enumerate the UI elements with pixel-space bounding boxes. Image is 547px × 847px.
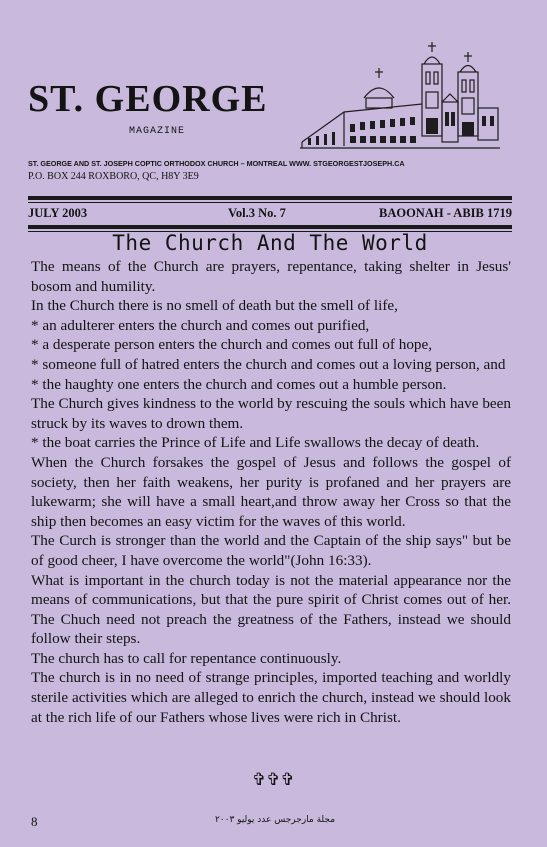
- article-paragraph: The means of the Church are prayers, repentance, taking shelter in Jesus' bosom and humility.: [31, 258, 511, 295]
- magazine-title: ST. GEORGE: [28, 78, 268, 120]
- article-paragraph: When the Church forsakes the gospel of Jesus and follows the gospel of society, then her faith weakens, her purity is profaned and her prayers are lukewarm; she will have a small heart,and throw away her Cross so that the ship then becomes an easy victim for the waves of this world.: [31, 453, 511, 530]
- article-paragraph: * a desperate person enters the church and comes out full of hope,: [31, 336, 433, 354]
- article-paragraph: * someone full of hatred enters the church and comes out a loving person, and: [31, 355, 506, 373]
- article-paragraph: The church has to call for repentance continuously.: [31, 649, 342, 667]
- bottom-divider-thick: [28, 225, 512, 229]
- coptic-months: BAOONAH - ABIB 1719: [378, 206, 512, 220]
- church-building-illustration: [300, 42, 500, 160]
- top-divider-thin: [28, 202, 512, 203]
- top-divider-thick: [28, 196, 512, 200]
- article-paragraph: In the Church there is no smell of death but the smell of life,: [31, 297, 398, 315]
- po-box-line: P.O. BOX 244 ROXBORO, QC, H8Y 3E9: [28, 171, 199, 182]
- issue-date: JULY 2003: [28, 206, 88, 220]
- page-number: 8: [31, 814, 38, 829]
- arabic-footer-caption: مجلة مارجرجس عدد يوليو ٢٠٠٣: [214, 815, 336, 825]
- article-paragraph: * the boat carries the Prince of Life and Life swallows the decay of death.: [31, 434, 480, 452]
- article-paragraph: The church is in no need of strange principles, imported teaching and worldly sterile activities which are alleged to enrich the church, instead we should look at the rich life of our Fathers whose lives were rich in Christ.: [31, 669, 511, 726]
- article-paragraph: The Church gives kindness to the world by rescuing the souls which have been struck by its waves to drown them.: [31, 395, 511, 432]
- issue-volume: Vol.3 No. 7: [228, 206, 286, 220]
- magazine-subtitle: MAGAZINE: [129, 126, 186, 137]
- article-title: The Church And The World: [112, 231, 428, 255]
- issue-info-row: [28, 206, 512, 222]
- article-body: [31, 257, 511, 727]
- article-paragraph: * an adulterer enters the church and comes out purified,: [31, 316, 370, 334]
- church-address-line: ST. GEORGE AND ST. JOSEPH COPTIC ORTHODOX CHURCH – MONTREAL WWW. STGEORGESTJOSEPH.CA: [28, 159, 405, 168]
- coptic-cross-icon: ✞✞✞: [252, 770, 295, 790]
- article-paragraph: What is important in the church today is not the material appearance nor the means of communications, but that the pure spirit of Christ comes out of her. The Chuch need not preach the greatness of the Fathers, instead we should follow their steps.: [31, 571, 511, 648]
- article-paragraph: The Curch is stronger than the world and the Captain of the ship says" but be of good cheer, I have overcome the world"(John 16:33).: [31, 532, 511, 569]
- article-paragraph: * the haughty one enters the church and comes out a humble person.: [31, 375, 447, 393]
